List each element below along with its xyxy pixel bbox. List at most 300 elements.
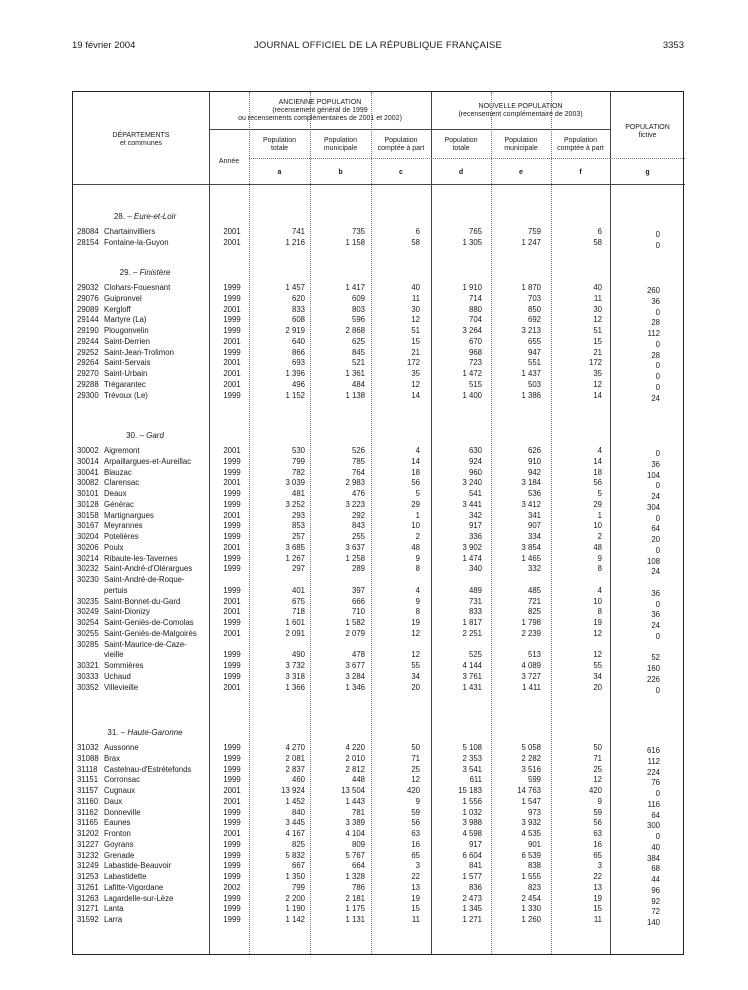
subheader-label: municipale: [504, 145, 538, 152]
commune-code: 30333: [77, 671, 99, 681]
pop-municipale-e: 910: [527, 456, 541, 466]
commune-name: Eaunes: [104, 818, 131, 828]
pop-municipale-b: 3 677: [345, 661, 365, 670]
pop-totale-a: 608: [291, 315, 305, 325]
pop-totale-a: 3 732: [285, 661, 305, 670]
commune-code: 30254: [77, 618, 99, 627]
pop-part-f: 15: [593, 904, 602, 914]
pop-municipale-e: 6 539: [521, 850, 541, 860]
pop-part-c: 16: [411, 839, 420, 849]
pop-municipale-e: 341: [527, 510, 541, 520]
pop-part-c: 56: [411, 478, 420, 488]
pop-totale-a: 866: [291, 347, 305, 357]
column-letter: a: [277, 169, 282, 176]
pop-part-f: 63: [593, 829, 602, 838]
commune-code: 31157: [77, 786, 99, 795]
nouvelle-population-header: [431, 103, 610, 119]
pop-municipale-b: 609: [351, 293, 365, 303]
commune-name: Deaux: [104, 489, 127, 498]
pop-totale-d: 833: [468, 607, 482, 617]
pop-municipale-b: 1 158: [345, 237, 365, 247]
department-heading: 31. – Haute-Garonne: [107, 728, 183, 737]
table-row: [73, 488, 685, 499]
pop-totale-d: 3 240: [462, 478, 482, 488]
pop-part-f: 50: [593, 743, 602, 752]
pop-fictive-g: 108: [646, 556, 660, 566]
commune-name: Saint-Bonnet-du-Gard: [104, 596, 181, 606]
pop-municipale-e: 3 516: [521, 764, 541, 774]
pop-municipale-e: 5 058: [521, 743, 541, 752]
pop-totale-a: 2 091: [285, 628, 305, 638]
table-row: [73, 606, 685, 620]
commune-name: Daux: [104, 796, 123, 806]
pop-totale-a: 2 919: [285, 326, 305, 335]
pop-municipale-b: 3 223: [345, 499, 365, 509]
pop-totale-a: 3 318: [285, 671, 305, 681]
table-row: [73, 499, 685, 510]
pop-part-c: 58: [411, 237, 420, 247]
pop-municipale-b: 13 504: [341, 786, 365, 795]
pop-municipale-e: 3 854: [521, 542, 541, 552]
year: 1999: [223, 661, 241, 670]
table-row: [73, 553, 685, 564]
pop-totale-a: 4 167: [285, 829, 305, 838]
department-name: Finistère: [139, 268, 171, 277]
pop-totale-d: 611: [469, 775, 482, 785]
pop-part-c: 5: [415, 489, 420, 498]
year: 2001: [223, 607, 241, 617]
year: 1999: [223, 585, 241, 595]
pop-totale-a: 1 267: [285, 553, 305, 563]
commune-code: 29144: [77, 315, 99, 325]
table-row: [73, 596, 685, 607]
pop-totale-d: 6 604: [462, 850, 482, 860]
pop-part-c: 4: [415, 585, 420, 595]
year: 1999: [223, 861, 241, 871]
pop-fictive-g: 36: [651, 588, 660, 598]
table-row: [73, 237, 685, 248]
table-row: [73, 510, 685, 521]
pop-part-c: 51: [411, 326, 420, 335]
pop-part-c: 2: [415, 532, 420, 541]
nouvelle-title: NOUVELLE POPULATION: [478, 103, 563, 110]
commune-code: 30230: [77, 575, 99, 584]
pop-totale-d: 1 431: [462, 682, 482, 692]
col-departements-label: DÉPARTEMENTS: [112, 132, 170, 139]
year: 1999: [223, 904, 241, 914]
table-row: [73, 817, 685, 831]
commune-code: 31592: [77, 915, 99, 924]
pop-totale-a: 640: [291, 336, 305, 346]
pop-totale-a: 2 200: [285, 893, 305, 903]
pop-municipale-e: 2 239: [521, 628, 541, 638]
commune-code: 30232: [77, 564, 99, 574]
pop-fictive-g: 0: [655, 789, 660, 798]
table-row: [73, 682, 685, 693]
pop-municipale-e: 838: [527, 861, 541, 871]
table-row: [73, 585, 685, 596]
pop-part-c: 40: [411, 283, 420, 292]
pop-municipale-e: 759: [527, 227, 541, 236]
pop-fictive-g: 0: [655, 230, 660, 239]
pop-part-f: 13: [593, 882, 602, 892]
pop-municipale-b: 292: [351, 510, 365, 520]
ancienne-sub2: ou recensements complémentaires de 2001 et 2002): [238, 115, 402, 122]
commune-code: 31160: [77, 796, 99, 806]
pop-totale-d: 541: [468, 489, 482, 498]
pop-totale-a: 1 366: [285, 682, 305, 692]
pop-municipale-b: 1 361: [345, 369, 365, 378]
pop-municipale-b: 4 104: [345, 829, 365, 838]
pop-part-f: 56: [593, 478, 602, 488]
pop-municipale-e: 3 727: [521, 671, 541, 681]
pop-fictive-g: 76: [651, 778, 660, 788]
table-row: [73, 628, 685, 639]
pop-totale-a: 1 152: [285, 390, 305, 400]
year: 2001: [223, 369, 241, 378]
pop-municipale-e: 2 282: [521, 753, 541, 763]
commune-code: 29288: [77, 379, 99, 389]
subheader-e: [491, 137, 551, 153]
pop-municipale-b: 735: [351, 227, 365, 236]
table-row: [73, 639, 685, 650]
pop-municipale-e: 1 555: [521, 872, 541, 881]
subheader-label: Population: [323, 137, 358, 144]
pop-fictive-g: 0: [655, 545, 660, 555]
commune-name: Saint-Maurice-de-Caze-: [104, 639, 187, 649]
column-letter: g: [645, 169, 650, 176]
pop-totale-d: 670: [468, 336, 482, 346]
commune-name: Saint-André-de-Roque-: [104, 575, 185, 584]
pop-totale-a: 297: [291, 564, 305, 574]
pop-municipale-e: 947: [527, 347, 541, 357]
table-row: [73, 785, 685, 796]
commune-code: 31232: [77, 850, 99, 860]
pop-part-c: 63: [411, 829, 420, 838]
table-row: [73, 617, 685, 628]
pop-fictive-g: 28: [651, 350, 660, 360]
pop-part-c: 48: [411, 542, 420, 552]
table-row: [73, 304, 685, 315]
pop-totale-a: 1 601: [285, 618, 305, 627]
year: 1999: [223, 326, 241, 335]
col-annee-header: Année: [218, 158, 240, 165]
pop-part-f: 11: [593, 915, 602, 924]
year: 1999: [223, 775, 241, 785]
pop-municipale-e: 4 089: [521, 661, 541, 670]
pop-part-f: 5: [597, 489, 602, 498]
pop-part-c: 9: [415, 553, 420, 563]
pop-part-c: 4: [415, 446, 420, 455]
subheader-label: comptée à part: [377, 145, 425, 152]
table-row: [73, 903, 685, 917]
pop-fictive-g: 0: [655, 372, 660, 381]
pop-totale-a: 675: [291, 596, 305, 606]
commune-code: 30204: [77, 532, 99, 541]
pop-municipale-b: 2 010: [345, 753, 365, 763]
pop-totale-a: 782: [291, 467, 305, 477]
year: 1999: [223, 839, 241, 849]
pop-totale-a: 2 081: [285, 753, 305, 763]
pop-municipale-e: 334: [527, 532, 541, 541]
pop-part-f: 40: [593, 283, 602, 292]
pop-fictive-g: 64: [651, 810, 660, 820]
pop-part-c: 30: [411, 304, 420, 314]
pop-fictive-g: 92: [651, 896, 660, 906]
pop-fictive-g: 36: [651, 296, 660, 306]
pop-part-c: 14: [411, 456, 420, 466]
subheader-d: [431, 137, 491, 153]
commune-name: Martignargues: [104, 510, 154, 520]
pop-totale-d: 3 988: [462, 818, 482, 828]
table-row: [73, 753, 685, 764]
pop-part-f: 25: [593, 764, 602, 774]
pop-municipale-b: 803: [351, 304, 365, 314]
subheader-label: Population: [504, 137, 538, 144]
pop-part-c: 56: [411, 818, 420, 828]
table-row: [73, 893, 685, 904]
ancienne-title: ANCIENNE POPULATION: [278, 99, 362, 106]
year: 2001: [223, 596, 241, 606]
year: 1999: [223, 499, 241, 509]
year: 2001: [223, 478, 241, 488]
subheader-f: [551, 137, 610, 153]
page-number: 3353: [662, 40, 684, 51]
commune-code: 31227: [77, 839, 99, 849]
pop-fictive-g: 616: [646, 746, 660, 755]
commune-name: Chartainvilliers: [104, 227, 156, 236]
pop-part-c: 8: [415, 607, 420, 617]
pop-part-c: 50: [411, 743, 420, 752]
table-row: [73, 520, 685, 534]
commune-code: 30285: [77, 639, 99, 649]
pop-totale-a: 1 190: [285, 904, 305, 914]
pop-totale-a: 853: [291, 521, 305, 531]
commune-name: Sommières: [104, 661, 144, 670]
commune-name: Saint-Derrien: [104, 336, 150, 346]
column-letter: e: [519, 169, 523, 176]
journal-title: JOURNAL OFFICIEL DE LA RÉPUBLIQUE FRANÇAISE: [253, 40, 503, 51]
department-name: Gard: [146, 431, 164, 440]
pop-part-f: 6: [597, 227, 602, 236]
pop-municipale-b: 764: [351, 467, 365, 477]
pop-part-c: 3: [415, 861, 420, 871]
pop-fictive-g: 226: [646, 674, 660, 684]
pop-municipale-e: 1 260: [521, 915, 541, 924]
year: 1999: [223, 293, 241, 303]
pop-municipale-e: 1 386: [521, 390, 541, 400]
pop-municipale-e: 536: [527, 489, 541, 498]
pop-part-f: 18: [593, 467, 602, 477]
pop-totale-d: 3 264: [462, 326, 482, 335]
pop-fictive-g: 36: [651, 459, 660, 469]
pop-part-f: 11: [593, 293, 602, 303]
pop-municipale-b: 809: [351, 839, 365, 849]
pop-municipale-b: 1 346: [345, 682, 365, 692]
commune-code: 30255: [77, 628, 99, 638]
pop-part-f: 12: [593, 379, 602, 389]
pop-part-c: 18: [411, 467, 420, 477]
pop-municipale-b: 2 868: [345, 326, 365, 335]
year: 1999: [223, 489, 241, 498]
year: 1999: [223, 521, 241, 531]
pop-fictive-g: 0: [655, 599, 660, 609]
year: 1999: [223, 671, 241, 681]
pop-fictive-g: 68: [651, 864, 660, 874]
pop-totale-d: 1 817: [462, 618, 482, 627]
pop-totale-a: 4 270: [285, 743, 305, 752]
pop-part-c: 12: [411, 775, 420, 785]
divider: [610, 158, 685, 159]
commune-name: Lagardelle-sur-Lèze: [104, 893, 174, 903]
pop-part-f: 58: [593, 237, 602, 247]
commune-code: 29190: [77, 326, 99, 335]
subheader-label: Population: [262, 137, 297, 144]
pop-municipale-b: 2 812: [345, 764, 365, 774]
subheader-label: Population: [444, 137, 478, 144]
pop-part-f: 172: [588, 358, 602, 368]
pop-part-f: 19: [593, 893, 602, 903]
pop-municipale-e: 1 547: [521, 796, 541, 806]
pop-totale-d: 723: [468, 358, 482, 368]
pop-part-c: 65: [411, 850, 420, 860]
table-row: [73, 871, 685, 882]
table-row: [73, 542, 685, 553]
department-name: Eure-et-Loir: [133, 212, 177, 221]
pop-municipale-e: 721: [527, 596, 541, 606]
pop-totale-d: 960: [468, 467, 482, 477]
year: 2001: [223, 829, 241, 838]
pop-municipale-b: 596: [351, 315, 365, 325]
pop-municipale-e: 626: [527, 446, 541, 455]
pop-municipale-b: 1 175: [345, 904, 365, 914]
pop-fictive-g: 44: [651, 875, 660, 884]
pop-municipale-e: 599: [527, 775, 541, 785]
subheader-c: [371, 137, 431, 153]
pop-totale-d: 1 305: [462, 237, 482, 247]
year: 2001: [223, 510, 241, 520]
pop-fictive-g: 104: [646, 470, 660, 480]
pop-fictive-g: 0: [655, 307, 660, 317]
pop-part-c: 29: [411, 499, 420, 509]
table-row: [73, 671, 685, 682]
pop-municipale-e: 1 465: [521, 553, 541, 563]
pop-municipale-e: 655: [527, 336, 541, 346]
pop-part-c: 14: [411, 390, 420, 400]
commune-name: Grenade: [104, 850, 135, 860]
pop-totale-a: 1 457: [285, 283, 305, 292]
pop-municipale-b: 289: [351, 564, 365, 574]
pop-part-f: 71: [593, 753, 602, 763]
pop-municipale-b: 625: [351, 336, 365, 346]
pop-totale-d: 731: [468, 596, 482, 606]
commune-code: 31032: [77, 743, 99, 752]
commune-name: Kergloff: [104, 304, 131, 314]
commune-code: 29270: [77, 369, 99, 378]
pop-part-f: 9: [597, 796, 602, 806]
pop-totale-a: 667: [291, 861, 305, 871]
commune-name: Poulx: [104, 542, 124, 552]
pop-municipale-e: 3 412: [521, 499, 541, 509]
department-heading: 30. – Gard: [126, 431, 164, 440]
table-row: [73, 314, 685, 328]
year: 2001: [223, 227, 241, 236]
pop-part-f: 420: [588, 786, 602, 795]
pop-municipale-b: 1 328: [345, 872, 365, 881]
pop-part-f: 29: [593, 499, 602, 509]
pop-totale-d: 5 108: [462, 743, 482, 752]
pop-totale-a: 1 142: [285, 915, 305, 924]
pop-part-f: 22: [593, 872, 602, 881]
commune-name: Cugnaux: [104, 786, 136, 795]
department-heading: 29. – Finistère: [119, 268, 171, 277]
pop-part-c: 420: [406, 786, 420, 795]
pop-part-c: 1: [415, 510, 420, 520]
commune-name: Meyrannes: [104, 521, 143, 531]
pop-fictive-g: 112: [647, 756, 660, 766]
pop-totale-a: 530: [291, 446, 305, 455]
pop-totale-a: 840: [291, 807, 305, 817]
pop-municipale-b: 785: [351, 456, 365, 466]
pop-totale-a: 833: [291, 304, 305, 314]
commune-code: 29244: [77, 336, 99, 346]
table-row: [73, 347, 685, 358]
pop-part-c: 12: [411, 315, 420, 325]
commune-code: 30041: [77, 467, 99, 477]
pop-fictive-g: 384: [646, 853, 660, 863]
pop-fictive-g: 64: [651, 524, 660, 534]
year: 1999: [223, 753, 241, 763]
pop-totale-a: 1 350: [285, 872, 305, 881]
pop-part-c: 19: [411, 618, 420, 627]
pop-fictive-g: 0: [655, 513, 660, 523]
ancienne-population-header: [209, 99, 431, 123]
pop-fictive-g: 0: [655, 685, 660, 695]
population-table: [72, 91, 684, 955]
pop-municipale-e: 692: [527, 315, 541, 325]
commune-name: Lanta: [104, 904, 124, 914]
pop-municipale-e: 513: [527, 650, 541, 660]
year: 1999: [223, 807, 241, 817]
table-row: [73, 445, 685, 456]
table-row: [73, 649, 685, 663]
subheader-label: Population: [384, 137, 418, 144]
commune-code: 29076: [77, 293, 99, 303]
commune-code: 30214: [77, 553, 99, 563]
year: 1999: [223, 915, 241, 924]
pop-totale-d: 836: [468, 882, 482, 892]
pop-totale-d: 1 032: [462, 807, 482, 817]
commune-code: 30082: [77, 478, 99, 488]
pop-totale-a: 2 837: [285, 764, 305, 774]
pop-municipale-e: 1 437: [521, 369, 541, 378]
commune-code: 30235: [77, 596, 99, 606]
commune-name: Saint-Jean-Trolimon: [104, 347, 174, 357]
table-row: [73, 774, 685, 788]
pop-municipale-b: 1 138: [345, 390, 365, 400]
pop-municipale-e: 901: [527, 839, 541, 849]
pop-totale-d: 704: [468, 315, 482, 325]
commune-name: Générac: [104, 499, 134, 509]
table-row: [73, 860, 685, 874]
commune-code: 28154: [77, 237, 99, 247]
col-departements-header: [73, 132, 209, 148]
commune-code: 30321: [77, 661, 99, 670]
pop-part-c: 8: [415, 564, 420, 574]
pop-totale-a: 799: [291, 456, 305, 466]
commune-name: Potelières: [104, 532, 139, 541]
pop-totale-d: 342: [468, 510, 482, 520]
